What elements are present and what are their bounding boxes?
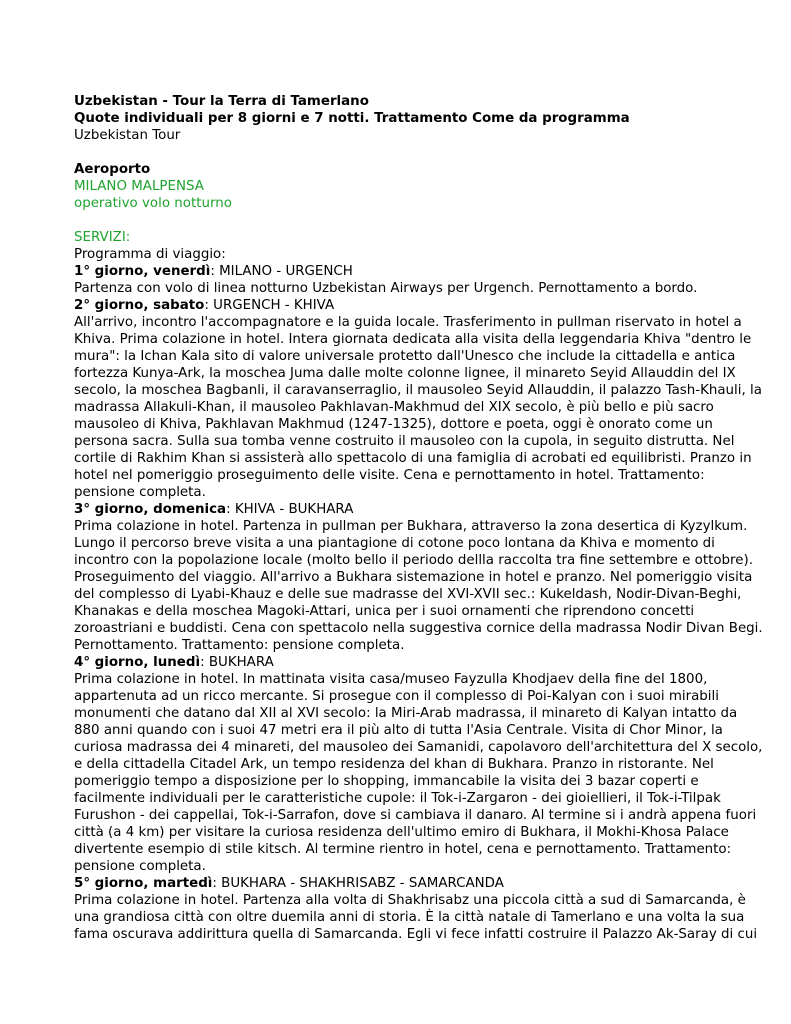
day-description-line: Prima colazione in hotel. Partenza alla volta di Shakhrisabz una piccola città a sud di Samarcanda, è — [74, 893, 746, 908]
day-label: 1° giorno, venerdì — [74, 264, 211, 279]
itinerary-day — [74, 263, 724, 297]
itinerary-day — [74, 501, 763, 654]
day-description-line: Prima colazione in hotel. In mattinata visita casa/museo Fayzulla Khodjaev della fine del 1800, — [74, 672, 708, 687]
day-description-line: Partenza con volo di linea notturno Uzbekistan Airways per Urgench. Pernottamento a bordo. — [74, 281, 698, 296]
day-description-line: pomeriggio tempo a disposizione per lo shopping, immancabile la visita dei 3 bazar coperti e — [74, 774, 699, 789]
day-description-line: una grandiosa città con oltre duemila anni di storia. È la città natale di Tamerlano e una volta la sua — [74, 910, 745, 925]
day-description-line: monumenti che datano dal XII al XVI secolo: la Miri-Arab madrassa, il minareto di Kalyan intatto da — [74, 706, 738, 721]
day-heading — [74, 263, 724, 280]
airport-heading: Aeroporto — [74, 162, 151, 177]
day-description-line: Furushon - dei cappellai, Tok-i-Sarrafon, dove si cambiava il danaro. Al termine si i andrà appena fuori — [74, 808, 757, 823]
spacer — [74, 144, 724, 161]
day-heading — [74, 501, 724, 518]
services-intro: Programma di viaggio: — [74, 247, 226, 262]
document-category: Uzbekistan Tour — [74, 128, 181, 143]
day-description-line: appartenuta ad un ricco mercante. Si prosegue con il complesso di Poi-Kalyan con i suoi mirabili — [74, 689, 719, 704]
airport-note: operativo volo notturno — [74, 196, 232, 211]
itinerary-day — [74, 297, 762, 501]
day-label: 3° giorno, domenica — [74, 502, 227, 517]
day-description-line: mausoleo di Khiva, Pakhlavan Makhmud (1247-1325), dottore e poeta, oggi è onorato come un — [74, 417, 713, 432]
day-route: : KHIVA - BUKHARA — [226, 502, 354, 517]
day-description-line: pensione completa. — [74, 485, 206, 500]
day-route: : MILANO - URGENCH — [210, 264, 353, 279]
itinerary-day — [74, 654, 763, 875]
document-title: Uzbekistan - Tour la Terra di Tamerlano — [74, 94, 369, 109]
day-route: : BUKHARA — [200, 655, 274, 670]
day-route: : BUKHARA - SHAKHRISABZ - SAMARCANDA — [212, 876, 504, 891]
day-description-line: Khiva. Prima colazione in hotel. Intera giornata dedicata alla visita della leggendaria Khiva "dentro le — [74, 332, 752, 347]
day-description-line: fortezza Kunya-Ark, la moschea Juma dalle molte colonne lignee, il minareto Seyid Allauddin del IX — [74, 366, 736, 381]
day-description-line: madrassa Allakuli-Khan, il mausoleo Pakhlavan-Makhmud del XIX secolo, è più bello e più sacro — [74, 400, 714, 415]
day-description-line: All'arrivo, incontro l'accompagnatore e la guida locale. Trasferimento in pullman riservato in hotel a — [74, 315, 742, 330]
day-description-line: città (a 4 km) per visitare la curiosa residenza dell'ultimo emiro di Bukhara, il Mokhi-Khosa Palace — [74, 825, 729, 840]
day-description-line: del complesso di Lyabi-Khauz e delle sue madrasse del XVI-XVII sec.: Kukeldash, Nodir-Divan-Beghi, — [74, 587, 742, 602]
day-label: 5° giorno, martedì — [74, 876, 213, 891]
day-description-line: Lungo il percorso breve visita a una piantagione di cotone poco lontana da Khiva e momento di — [74, 536, 715, 551]
day-description-line: secolo, la moschea Bagbanli, il caravanserraglio, il mausoleo Seyid Allauddin, il palazzo Tash-Khauli, la — [74, 383, 762, 398]
day-description-line: 880 anni quando con i suoi 47 metri era il più alto di tutta l'Asia Centrale. Visita di Chor Minor, la — [74, 723, 723, 738]
day-heading — [74, 875, 724, 892]
day-description-line: zoroastriani e buddisti. Cena con spettacolo nella suggestiva cornice della madrassa Nodir Divan Begi. — [74, 621, 763, 636]
day-heading — [74, 654, 724, 671]
airport-name: MILANO MALPENSA — [74, 179, 204, 194]
day-description-line: facilmente individuali per le caratteristiche cupole: il Tok-i-Zargaron - dei gioiellieri, il Tok-i-Tilpak — [74, 791, 721, 806]
spacer — [74, 212, 724, 229]
day-description-line: hotel nel pomeriggio proseguimento delle visite. Cena e pernottamento in hotel. Trattamento: — [74, 468, 705, 483]
day-description-line: incontro con la popolazione locale (molto bello il periodo dellla raccolta tra fine settembre e ottobre). — [74, 553, 753, 568]
itinerary — [74, 263, 763, 943]
day-description-line: mura": la Ichan Kala sito di valore universale protetto dall'Unesco che include la cittadella e antica — [74, 349, 736, 364]
day-description-line: Prima colazione in hotel. Partenza in pullman per Bukhara, attraverso la zona desertica di Kyzylkum. — [74, 519, 748, 534]
day-description-line: Pernottamento. Trattamento: pensione completa. — [74, 638, 405, 653]
day-description-line: pensione completa. — [74, 859, 206, 874]
day-description-line: Khanakas e della moschea Magoki-Attari, unica per i suoi ornamenti che riprendono concetti — [74, 604, 695, 619]
day-description-line: fama oscurava addirittura quella di Samarcanda. Egli vi fece infatti costruire il Palazzo Ak-Saray di cui — [74, 927, 758, 942]
document-page — [74, 93, 763, 943]
day-route: : URGENCH - KHIVA — [204, 298, 335, 313]
day-label: 4° giorno, lunedì — [74, 655, 201, 670]
day-label: 2° giorno, sabato — [74, 298, 205, 313]
day-description-line: persona sacra. Sulla sua tomba venne costruito il mausoleo con la cupola, in seguito distrutta. Nel — [74, 434, 735, 449]
day-description-line: curiosa madrassa dei 4 minareti, del mausoleo dei Samanidi, capolavoro dell'architettura del X secolo, — [74, 740, 763, 755]
day-description-line: cortile di Rakhim Khan si assisterà allo spettacolo di una famiglia di acrobati ed equilibristi. Pranzo in — [74, 451, 752, 466]
document-subtitle: Quote individuali per 8 giorni e 7 notti. Trattamento Come da programma — [74, 111, 630, 126]
day-description-line: Proseguimento del viaggio. All'arrivo a Bukhara sistemazione in hotel e pranzo. Nel pomeriggio visita — [74, 570, 753, 585]
day-heading — [74, 297, 724, 314]
day-description-line: divertente esempio di stile kitsch. Al termine rientro in hotel, cena e pernottamento. Trattamento: — [74, 842, 732, 857]
services-heading: SERVIZI: — [74, 230, 131, 245]
itinerary-day — [74, 875, 758, 943]
day-description-line: e della cittadella Citadel Ark, un tempo residenza del khan di Bukhara. Pranzo in ristorante. Nel — [74, 757, 714, 772]
